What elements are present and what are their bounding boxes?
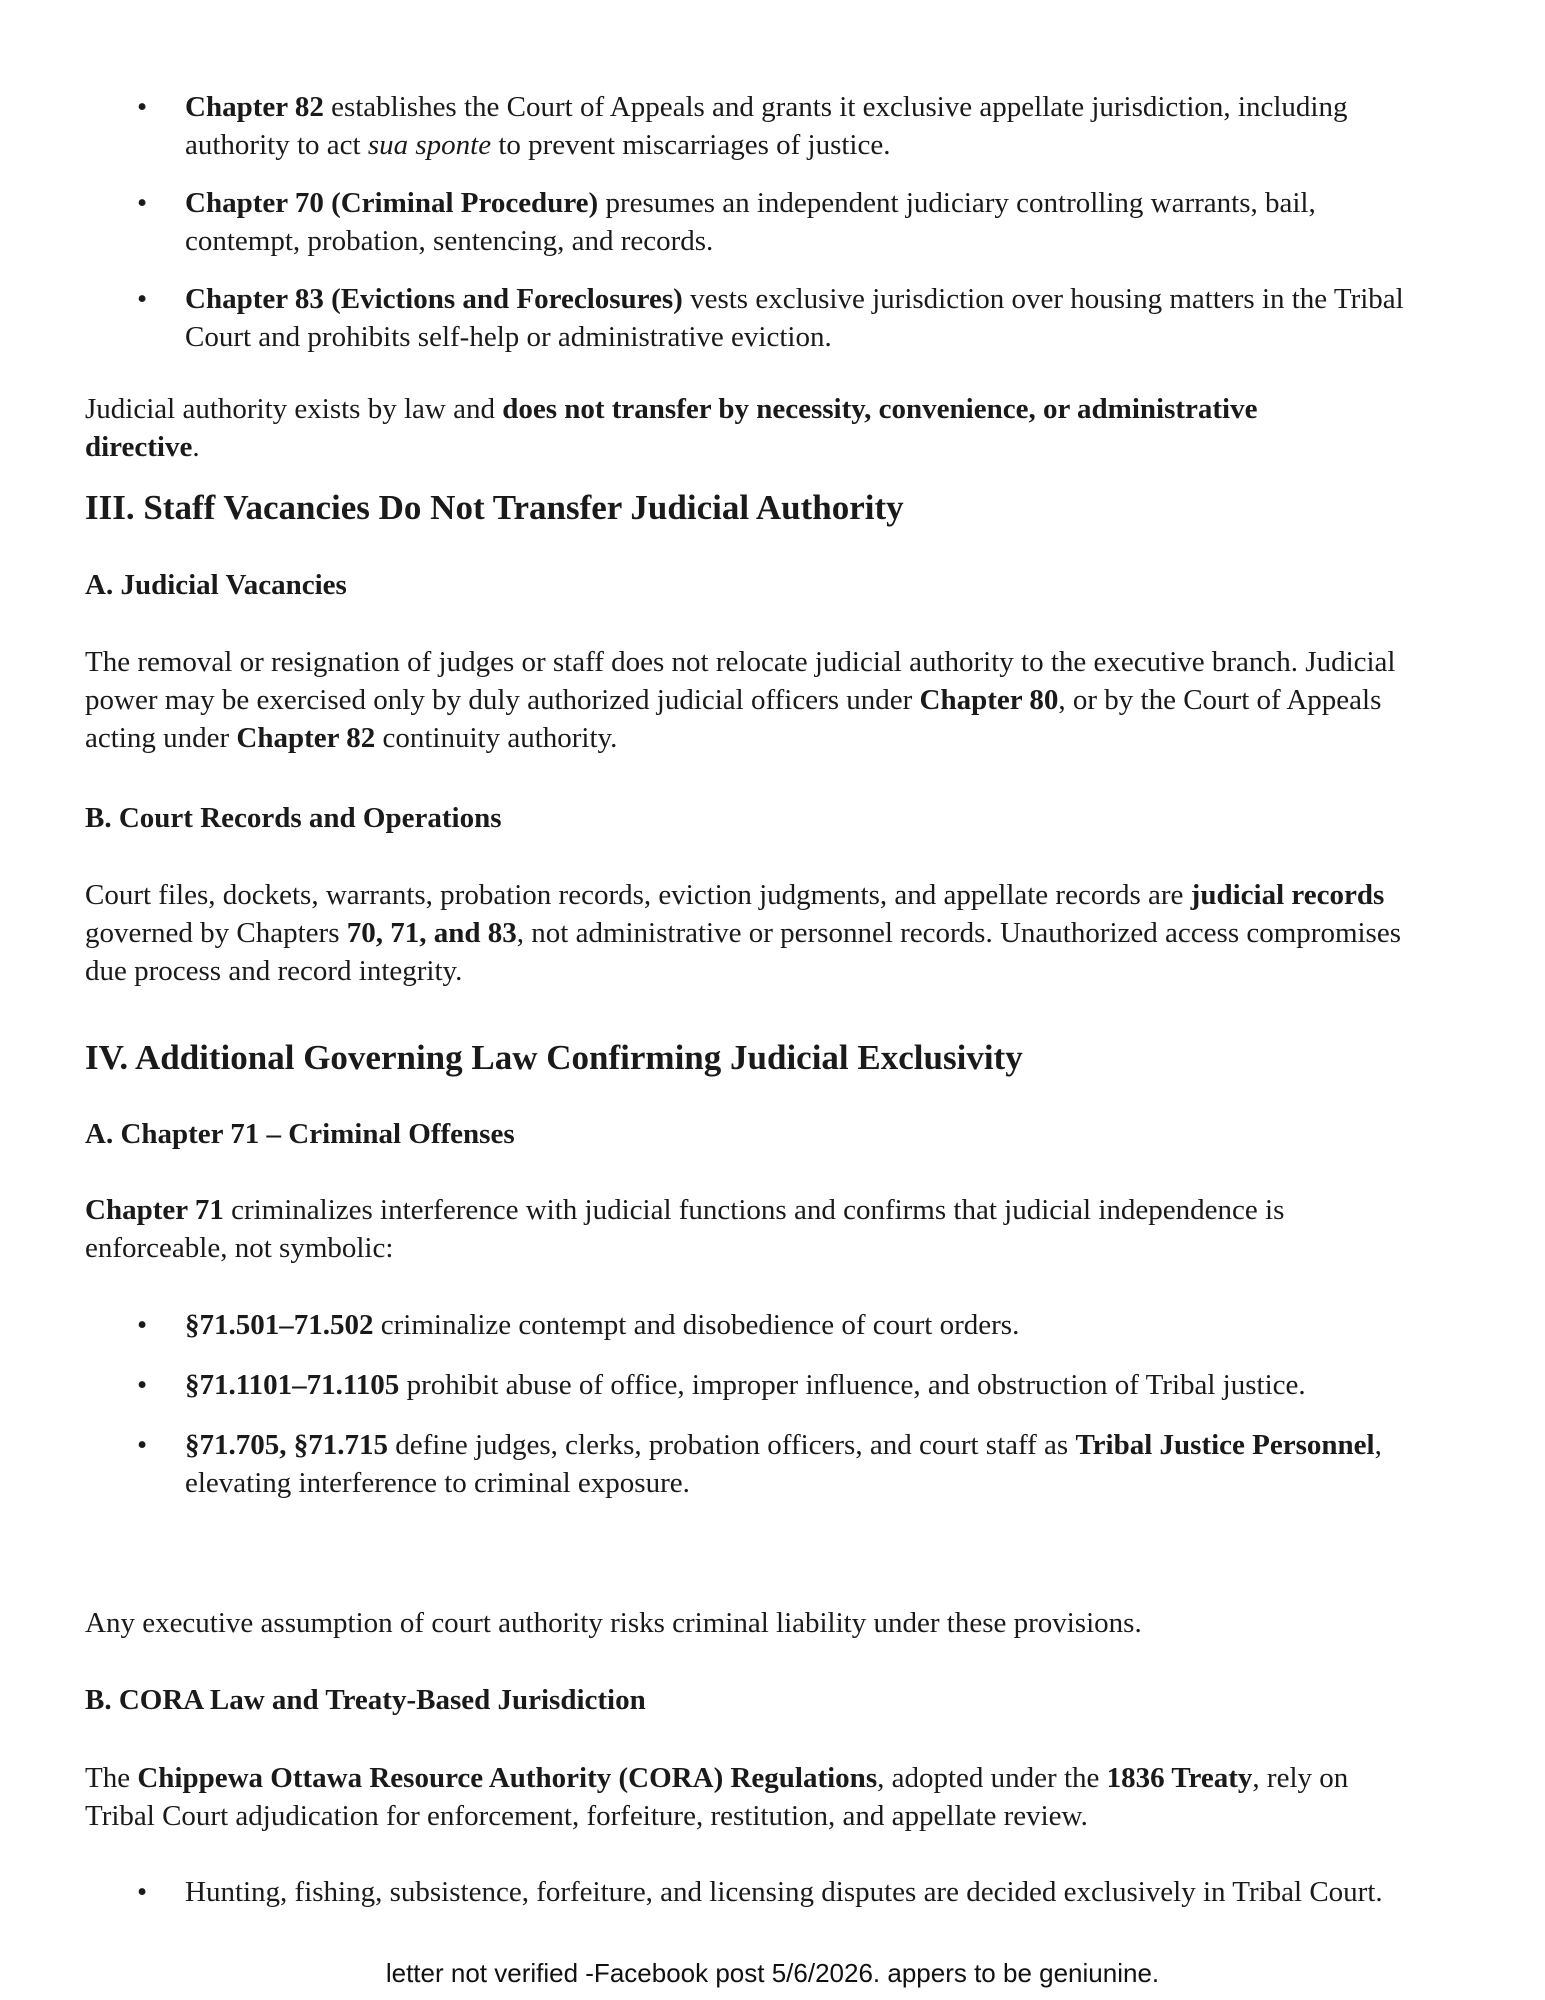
list-item	[85, 1366, 1415, 1404]
paragraph-criminal-liability: Any executive assumption of court authority risks criminal liability under these provisions.	[85, 1607, 1142, 1639]
paragraph-chapter-71	[85, 1191, 1285, 1267]
list-item	[85, 184, 1415, 260]
text-run: continuity authority.	[375, 722, 618, 754]
text-run: , adopted under the	[877, 1762, 1107, 1794]
list-item	[85, 88, 1415, 164]
text-run: .	[192, 431, 200, 463]
bold-term: does not transfer by necessity, convenience, or administrative directive	[85, 393, 1258, 463]
list-item	[85, 1426, 1415, 1502]
cora-bullet-list	[85, 1873, 1415, 1911]
bold-term: Chapter 82	[236, 722, 376, 754]
footer-note: letter not verified -Facebook post 5/6/2026. appers to be geniunine.	[385, 1958, 1160, 1988]
text-run: criminalize contempt and disobedience of court orders.	[373, 1309, 1020, 1341]
text-run: Hunting, fishing, subsistence, forfeiture, and licensing disputes are decided exclusively in Tribal Court.	[185, 1876, 1383, 1908]
bold-term: Chapter 70 (Criminal Procedure)	[185, 187, 599, 219]
bold-term: Chippewa Ottawa Resource Authority (CORA) Regulations	[137, 1762, 878, 1794]
text-run: prohibit abuse of office, improper influence, and obstruction of Tribal justice.	[399, 1369, 1306, 1401]
section-heading-iv: IV. Additional Governing Law Confirming Judicial Exclusivity	[85, 1038, 1023, 1077]
bold-term: judicial records	[1190, 879, 1385, 911]
bold-term: Chapter 80	[919, 684, 1059, 716]
bold-term: 70, 71, and 83	[346, 917, 517, 949]
list-item	[85, 1306, 1415, 1344]
text-run: presumes an independent judiciary controlling warrants, bail, contempt, probation, sentencing, and records.	[185, 187, 1316, 257]
paragraph-court-records	[85, 876, 1405, 990]
text-run: criminalizes interference with judicial functions and confirms that judicial independence is enforceable, not symbolic:	[85, 1194, 1285, 1264]
chapter-bullet-list	[85, 88, 1415, 356]
bold-term: §71.705, §71.715	[185, 1429, 388, 1461]
bullet-icon: •	[137, 1309, 148, 1341]
text-run: The removal or resignation of judges or staff does not relocate judicial authority to the executive branch. Judicial power may be exercised only by duly authorized judicial officers under	[85, 646, 1396, 716]
text-run: Court files, dockets, warrants, probation records, eviction judgments, and appellate records are	[85, 879, 1191, 911]
chapter-71-bullet-list	[85, 1306, 1415, 1502]
text-run: governed by Chapters	[85, 917, 347, 949]
bullet-icon: •	[137, 283, 148, 315]
section-heading-iii: III. Staff Vacancies Do Not Transfer Judicial Authority	[85, 488, 904, 527]
text-run: define judges, clerks, probation officers, and court staff as	[388, 1429, 1076, 1461]
text-run: to prevent miscarriages of justice.	[491, 129, 891, 161]
subheading-chapter-71: A. Chapter 71 – Criminal Offenses	[85, 1118, 515, 1150]
bullet-icon: •	[137, 1876, 148, 1908]
bold-term: Chapter 71	[85, 1194, 224, 1226]
subheading-court-records: B. Court Records and Operations	[85, 802, 502, 834]
text-run: The	[85, 1762, 138, 1794]
bold-term: 1836 Treaty	[1106, 1762, 1253, 1794]
paragraph-judicial-vacancies	[85, 643, 1405, 757]
text-run: Judicial authority exists by law and	[85, 393, 503, 425]
bullet-icon: •	[137, 91, 148, 123]
text-run: vests exclusive jurisdiction over housing matters in the Tribal Court and prohibits self-help or administrative eviction.	[185, 283, 1404, 353]
text-run: , not administrative or personnel records. Unauthorized access compromises due process and record integrity.	[85, 917, 1401, 987]
bold-term: §71.501–71.502	[185, 1309, 374, 1341]
text-run: establishes the Court of Appeals and grants it exclusive appellate jurisdiction, including authority to act	[185, 91, 1348, 161]
list-item	[85, 1873, 1415, 1911]
bullet-icon: •	[137, 1429, 148, 1461]
italic-term: sua sponte	[367, 129, 492, 161]
list-item	[85, 280, 1415, 356]
bullet-icon: •	[137, 187, 148, 219]
paragraph-cora	[85, 1759, 1375, 1835]
paragraph-authority	[85, 390, 1285, 466]
bold-term: §71.1101–71.1105	[185, 1369, 400, 1401]
bold-term: Chapter 82	[185, 91, 324, 123]
bullet-icon: •	[137, 1369, 148, 1401]
text-run: , elevating interference to criminal exposure.	[185, 1429, 1382, 1499]
bold-term: Chapter 83 (Evictions and Foreclosures)	[185, 283, 683, 315]
text-run: , rely on Tribal Court adjudication for enforcement, forfeiture, restitution, and appellate review.	[85, 1762, 1349, 1832]
text-run: , or by the Court of Appeals acting under	[85, 684, 1382, 754]
subheading-cora: B. CORA Law and Treaty-Based Jurisdiction	[85, 1684, 646, 1716]
subheading-judicial-vacancies: A. Judicial Vacancies	[85, 569, 347, 601]
bold-term: Tribal Justice Personnel	[1075, 1429, 1375, 1461]
